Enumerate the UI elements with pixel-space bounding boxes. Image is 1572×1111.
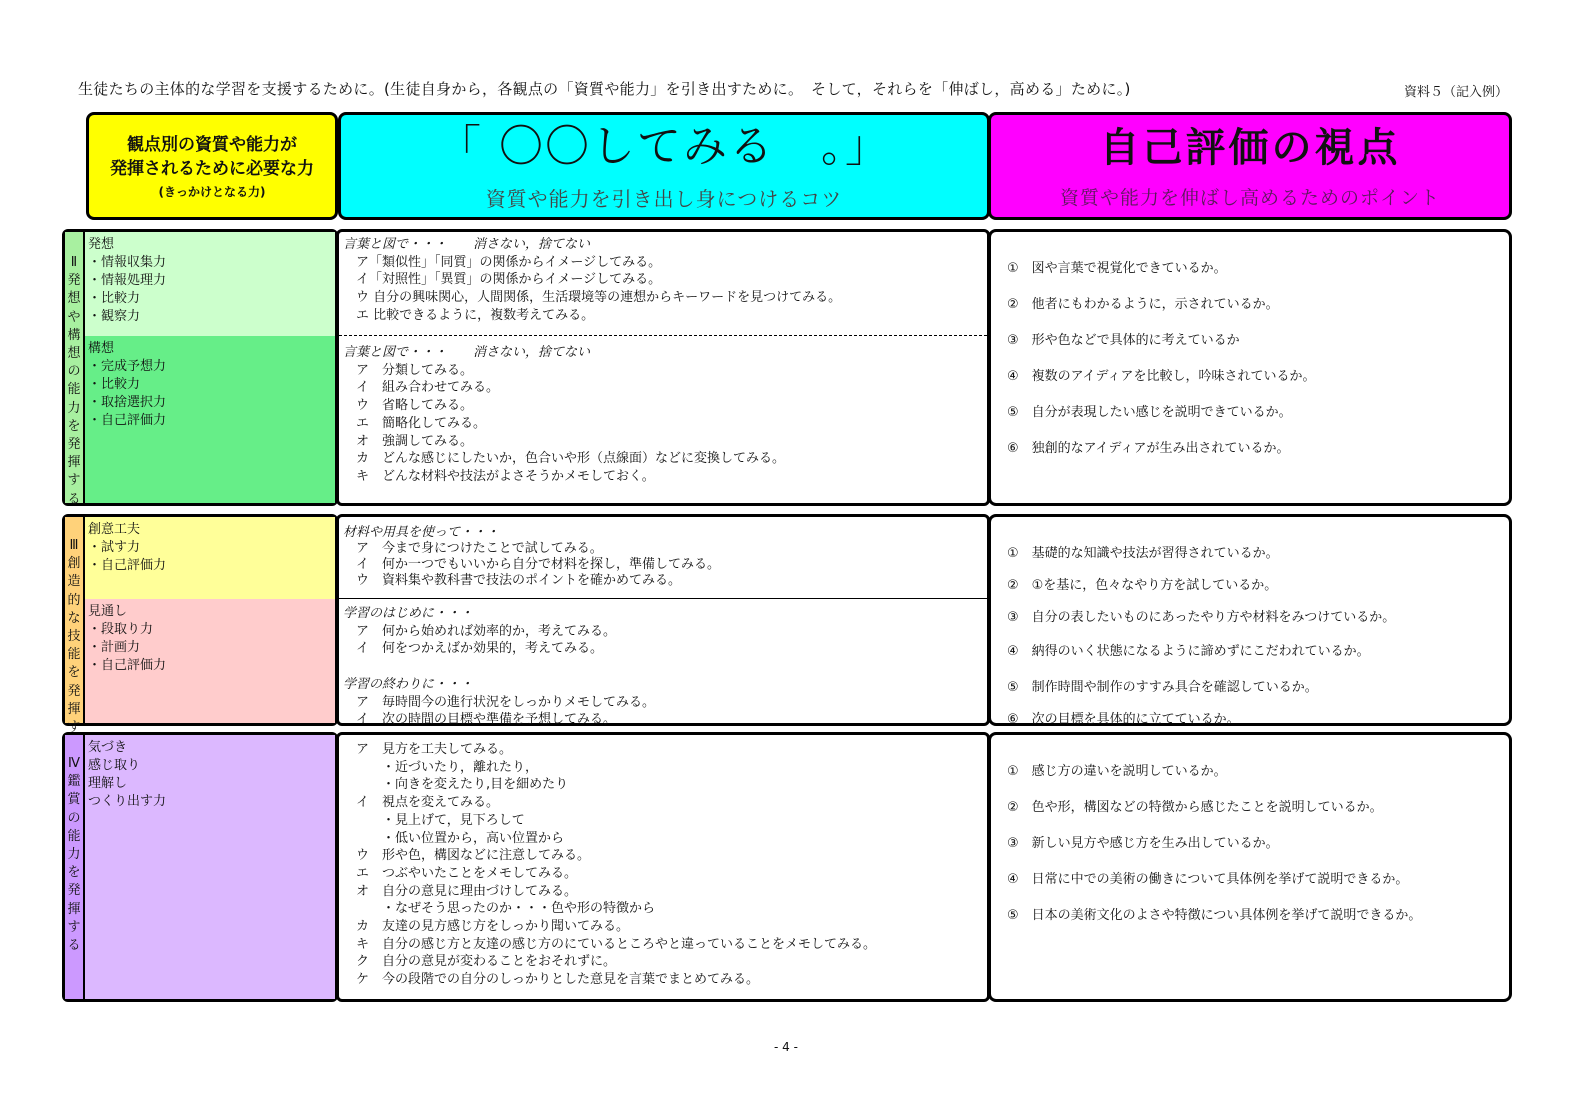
evaluation-item: ⑥ 独創的なアイディアが生み出されているか。 (1007, 441, 1290, 456)
evaluation-item: ③ 形や色などで具体的に考えているか (1007, 333, 1240, 348)
section-2-evaluation (988, 229, 1512, 506)
section-4-appreciation-tips: ア 見方を工夫してみる。 ・近づいたり，離れたり， ・向きを変えたり,目を細めたり イ 視点を変えてみる。 ・見上げて，見下ろして ・低い位置から，高い位置から ウ 形や色，構図などに注意してみる。 エ つぶやいたことをメモしてみる。 オ 自分の意見に理由づけしてみる。 ・なぜそう思ったのか・・・色や形の特徴から カ 友達の見方感じ方をしっかり聞いてみる。 キ 自分の感じ方と友達の感じ方のにているところやと違っていることをメモしてみる。 ク 自分の意見が変わることをおそれずに。 ケ 今の段階での自分のしっかりとした意見を言葉でまとめてみる。 (343, 742, 877, 988)
evaluation-item: ④ 複数のアイディアを比較し，吟味されているか。 (1007, 369, 1316, 384)
document-reference: 資料５（記入例） (1403, 85, 1508, 100)
evaluation-item: ⑤ 制作時間や制作のすすみ具合を確認しているか。 (1007, 680, 1318, 695)
header-evaluation-subtitle: 資質や能力を伸ばし高めるためのポイント (1059, 187, 1440, 209)
section-3-divider (339, 598, 987, 599)
evaluation-item: ④ 納得のいく状態になるように諦めずにこだわれているか。 (1007, 644, 1370, 659)
evaluation-item: ③ 自分の表したいものにあったやり方や材料をみつけているか。 (1007, 610, 1396, 625)
evaluation-item: ② 色や形，構図などの特徴から感じたことを説明しているか。 (1007, 800, 1383, 815)
section-2-planning-abilities: 構想 ・完成予想力 ・比較力 ・取捨選択力 ・自己評価力 (85, 336, 335, 503)
evaluation-item: ⑥ 次の目標を具体的に立てているか。 (1007, 712, 1240, 727)
section-4-left (62, 732, 338, 1002)
evaluation-item: ⑤ 自分が表現したい感じを説明できているか。 (1007, 405, 1292, 420)
evaluation-item: ② ①を基に，色々なやり方を試しているか。 (1007, 578, 1278, 593)
header-evaluation-title: 自己評価の視点 (1099, 125, 1401, 171)
section-3-tips (336, 514, 990, 726)
evaluation-item: ① 図や言葉で視覚化できているか。 (1007, 261, 1227, 276)
section-2-planning-tips: 言葉と図で・・・ 消さない，捨てない ア 分類してみる。 イ 組み合わせてみる。 ウ 省略してみる。 エ 簡略化してみる。 オ 強調してみる。 カ どんな感じにしたいか，色合いや形（点線面）などに変換してみる。 キ どんな材料や技法がよさそうかメモしておく。 (343, 345, 786, 484)
evaluation-item: ③ 新しい見方や感じ方を生み出しているか。 (1007, 836, 1279, 851)
header-abilities (86, 112, 338, 220)
header-abilities-subtitle: (きっかけとなる力) (158, 184, 266, 199)
header-abilities-title-1: 観点別の資質や能力が (127, 134, 297, 155)
section-2-ideation-tips: 言葉と図で・・・ 消さない，捨てない ア「類似性」「同質」の関係からイメージしてみる。 イ「対照性」「異質」の関係からイメージしてみる。 ウ 自分の興味関心，人間関係，生活環境等の連想からキーワードを見つけてみる。 エ 比較できるように，複数考えてみる。 (343, 237, 842, 323)
header-tips-title: 「 〇〇してみる 。」 (437, 121, 891, 172)
section-2-left (62, 229, 338, 506)
header-tips-subtitle: 資質や能力を引き出し身につけるコツ (485, 187, 843, 211)
section-3-outlook-abilities: 見通し ・段取り力 ・計画力 ・自己評価力 (85, 599, 335, 723)
section-2-ideation-abilities: 発想 ・情報収集力 ・情報処理力 ・比較力 ・観察力 (85, 232, 335, 336)
section-4-evaluation (988, 732, 1512, 1002)
header-abilities-title-2: 発揮されるために必要な力 (110, 158, 314, 179)
section-2-tips (336, 229, 990, 506)
section-3-evaluation (988, 514, 1512, 726)
evaluation-item: ④ 日常に中での美術の働きについて具体例を挙げて説明できるか。 (1007, 872, 1409, 887)
section-3-materials-tips: 材料や用具を使って・・・ ア 今まで身につけたことで試してみる。 イ 何か一つでもいいから自分で材料を探し，準備してみる。 ウ 資料集や教科書で技法のポイントを確かめてみる。 (343, 525, 721, 588)
page-heading: 生徒たちの主体的な学習を支援するために。(生徒自身から，各観点の「資質や能力」を引き出すために。 そして，それらを「伸ばし，高める」ために。) (78, 80, 1131, 98)
section-2-label: Ⅱ 発 想 や 構 想 の 能 力 を 発 揮 す る (65, 232, 85, 503)
evaluation-item: ⑤ 日本の美術文化のよさや特徴につい具体例を挙げて説明できるか。 (1007, 908, 1422, 923)
section-3-label: Ⅲ 創 造 的 な 技 能 を 発 揮 す (65, 517, 85, 723)
section-3-learning-tips: 学習のはじめに・・・ ア 何から始めれば効率的か，考えてみる。 イ 何をつかえばか効果的，考えてみる。 学習の終わりに・・・ ア 毎時間今の進行状況をしっかりメモしてみる。 イ 次の時間の目標や準備を予想してみる。 (343, 606, 656, 728)
header-tips (338, 112, 990, 220)
header-evaluation (988, 112, 1512, 220)
section-3-left (62, 514, 338, 736)
section-4-tips (336, 732, 990, 1002)
section-4-label: Ⅳ 鑑 賞 の 能 力 を 発 揮 す る (65, 735, 85, 999)
evaluation-item: ① 基礎的な知識や技法が習得されているか。 (1007, 546, 1279, 561)
section-3-creativity-abilities: 創意工夫 ・試す力 ・自己評価力 (85, 517, 335, 599)
section-4-appreciation-abilities: 気づき 感じ取り 理解し つくり出す力 (85, 735, 335, 999)
page-number: - 4 - (774, 1040, 798, 1054)
evaluation-item: ① 感じ方の違いを説明しているか。 (1007, 764, 1227, 779)
section-2-divider (339, 335, 987, 336)
evaluation-item: ② 他者にもわかるように，示されているか。 (1007, 297, 1279, 312)
